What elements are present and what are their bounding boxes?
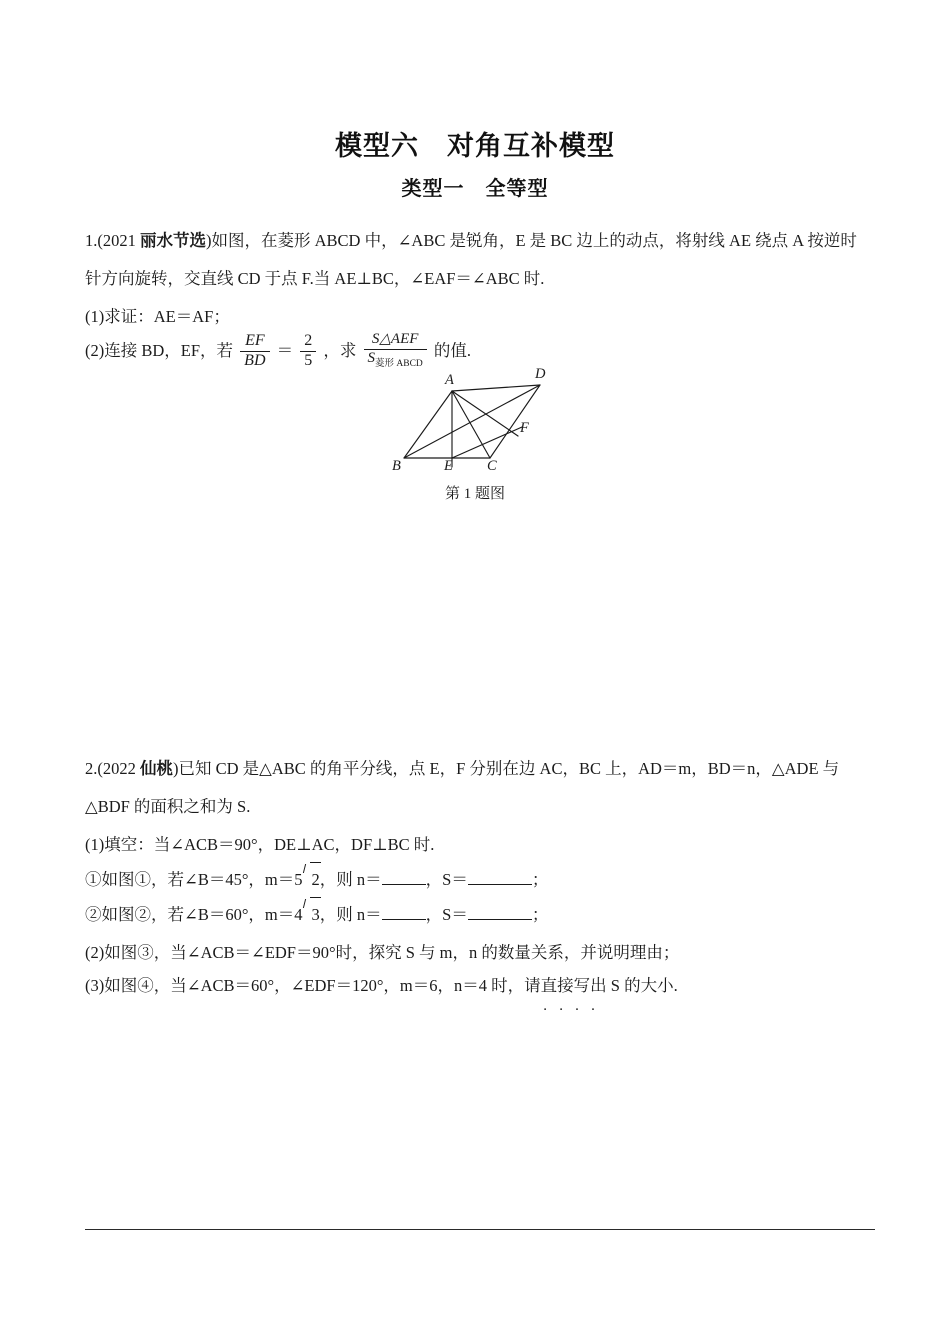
problem-2-item-1 [85,861,875,899]
fraction-area-ratio-numerator: S△AEF [371,331,419,348]
problem-1-sub-2-prefix: (2)连接 BD，EF，若 [85,341,234,360]
problem-2-source-region: 仙桃 [140,760,173,778]
problem-2-sub-2: (2)如图③，当∠ACB＝∠EDF＝90°时，探究 S 与 m，n 的数量关系，并说明理由； [85,943,680,962]
problem-1-source-suffix: ) [206,231,212,250]
problem-1-number: 1. [85,231,98,250]
problem-2-item-2-mid: ，则 n＝ [319,905,382,924]
rhombus-diagram [370,370,580,480]
fraction-ef-bd-denominator: BD [244,351,266,369]
fraction-area-ratio-denominator-subscript: 菱形 ABCD [375,359,423,370]
equals-sign-1: ＝ [276,341,294,360]
radical-sqrt-3 [303,896,320,934]
problem-1-sub-1: (1)求证：AE＝AF； [85,307,230,326]
problem-2-stem-text-1: 已知 CD 是△ABC 的角平分线，点 E，F 分别在边 AC，BC 上，AD＝m，BD＝n，△ADE 与 [178,759,840,778]
answer-blank-s-2[interactable] [468,919,532,920]
problem-1-sub-2-suffix: 的值. [433,341,472,360]
fraction-ef-bd [240,333,269,370]
footer-divider [85,1229,875,1230]
problem-1-stem-line-2: 针方向旋转，交直线 CD 于点 F.当 AE⊥BC，∠EAF＝∠ABC 时. [85,269,545,288]
fraction-two-fifths-numerator: 2 [304,331,313,349]
problem-2-item-2 [85,896,875,934]
problem-2-item-2-prefix: ②如图②，若∠B＝60°，m＝4 [85,905,303,924]
vertex-label-b: B [392,458,401,474]
radical-sqrt-2 [303,861,320,899]
problem-1-stem-line-1 [85,222,875,260]
segment-ba [404,391,452,458]
answer-blank-s-1[interactable] [468,884,532,885]
segment-ac [452,391,490,458]
vertex-label-d: D [535,366,546,382]
problem-2-sub-3-emphasis: 直接写出 · · [541,976,607,995]
problem-2-sub-3-prefix: (3)如图④，当∠ACB＝60°，∠EDF＝120°，m＝6，n＝4 时，请 [85,976,541,995]
problem-2-source-suffix: ) [173,759,179,778]
radical-sqrt-2-radicand: 2 [311,870,320,889]
problem-2-item-1-mid: ，则 n＝ [319,870,382,889]
problem-2-sub-3 [85,967,875,1005]
segment-af-extended [452,391,518,436]
page-subtitle: 类型一 全等型 [401,178,549,200]
vertex-label-e: E [444,458,453,474]
fraction-two-fifths-denominator: 5 [304,351,313,369]
problem-1-sub-2 [85,332,875,371]
problem-2-number: 2. [85,759,98,778]
problem-1-source-region: 丽水节选 [140,232,206,250]
problem-2-stem-line-2: △BDF 的面积之和为 S. [85,797,251,816]
figure-1-caption: 第 1 题图 [444,486,505,502]
answer-blank-n-2[interactable] [382,919,426,920]
problem-2-source-prefix: (2022 [97,759,140,778]
problem-2-item-1-mid2: ，S＝ [425,870,468,889]
problem-2-sub-3-suffix: S 的大小. [606,976,678,995]
problem-1-figure [370,366,580,515]
fraction-area-ratio [364,332,427,370]
problem-2-item-1-end: ； [531,870,549,889]
fraction-two-fifths [300,333,316,370]
problem-2-item-1-prefix: ①如图①，若∠B＝45°，m＝5 [85,870,303,889]
problem-1-sub-2-middle: ，求 [323,341,357,360]
problem-2-item-2-mid2: ，S＝ [425,905,468,924]
segment-ad [452,385,540,391]
vertex-label-c: C [487,458,497,474]
vertex-label-f: F [520,420,529,436]
problem-2-item-2-end: ； [531,905,549,924]
vertex-label-a: A [445,372,454,388]
page-title: 模型六 对角互补模型 [335,131,615,161]
problem-1-source-prefix: (2021 [97,231,140,250]
problem-1-stem-text-1: 如图，在菱形 ABCD 中，∠ABC 是锐角，E 是 BC 边上的动点，将射线 AE 绕点 A 按逆时 [211,231,857,250]
answer-blank-n-1[interactable] [382,884,426,885]
radical-sqrt-3-radicand: 3 [311,905,320,924]
fraction-area-ratio-denominator-symbol: S [367,350,375,367]
fraction-ef-bd-numerator: EF [245,331,265,349]
problem-2-stem-line-1 [85,750,875,788]
problem-2-sub-1: (1)填空：当∠ACB＝90°，DE⊥AC，DF⊥BC 时. [85,835,435,854]
